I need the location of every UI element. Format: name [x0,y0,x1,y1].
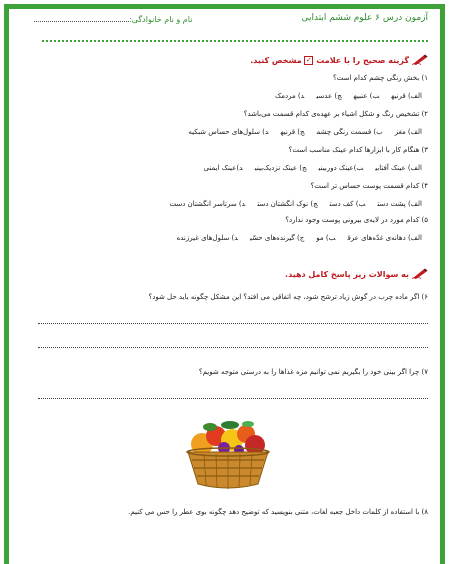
option[interactable]: ب) مو [316,234,336,242]
option[interactable]: د) سرتاسر انگشتان دست [169,200,246,208]
option[interactable]: ب)عینک دوربینی [318,164,364,172]
name-blank-line [34,21,129,22]
fruit-basket-image [182,418,274,494]
question-2: ۲) تشخیص رنگ و شکل اشیاء بر عهده‌ی کدام قسمت می‌باشد؟ [243,110,428,118]
option[interactable]: ب) کف دست [329,200,366,208]
question-4-options [157,200,422,208]
section1-heading-text-2: مشخص کنید. [250,56,302,65]
pen-icon [412,268,428,281]
option[interactable]: ج) قرنیه [280,128,305,136]
option[interactable]: د)عینک ایمنی [203,164,243,172]
option[interactable]: د) مردمک [274,92,305,100]
option[interactable]: الف) دهانه‌ی غدّه‌های عرق [347,234,422,242]
question-6: ۶) اگر ماده چرب در گوش زیاد ترشح شود، چه اتفاقی می افتد؟ این مشکل چگونه باید حل شود؟ [148,293,428,301]
question-4: ۴) کدام قسمت پوست حساس تر است؟ [310,182,428,190]
option[interactable]: ب) قسمت رنگی چشم [316,128,383,136]
question-5: ۵) کدام مورد در لایه‌ی بیرونی پوست وجود ندارد؟ [285,216,428,224]
question-5-options [165,234,422,242]
answer-line[interactable] [38,347,428,348]
section2-heading [285,268,428,281]
exam-title: آزمون درس ۶ علوم ششم ابتدایی [301,13,428,23]
exam-header [30,13,428,31]
question-1: ۱) بخش رنگی چشم کدام است؟ [333,74,428,82]
question-1-options [263,92,422,100]
checkbox-icon [304,56,313,65]
option[interactable]: د) سلول‌های غیرزنده [176,234,238,242]
student-name-field [30,15,192,24]
section1-heading [250,54,428,67]
section2-heading-text: به سوالات زیر پاسخ کامل دهید. [285,270,409,279]
answer-line[interactable] [38,398,428,399]
option[interactable]: ب) عنبیه [353,92,380,100]
option[interactable]: الف) قرنیه [391,92,422,100]
pen-icon [412,54,428,67]
option[interactable]: الف) عینک آفتابی [375,164,422,172]
option[interactable]: ج) عینک نزدیک‌بینی [254,164,307,172]
option[interactable]: د) سلول‌های حساس شبکیه [188,128,269,136]
check-glyph: ✓ [306,56,312,64]
option[interactable]: ج) نوک انگشتان دست [257,200,318,208]
option[interactable]: ج) عدسی [316,92,342,100]
question-3: ۳) هنگام کار با ابزارها کدام عینک مناسب است؟ [288,146,428,154]
option[interactable]: الف) مغز [394,128,422,136]
question-3-options [192,164,422,172]
answer-line[interactable] [38,323,428,324]
question-7: ۷) چرا اگر بینی خود را بگیریم نمی توانیم مزه غذاها را به درستی متوجه شویم؟ [198,368,428,376]
question-8: ۸) با استفاده از کلمات داخل جعبه لغات، متنی بنویسید که توضیح دهد چگونه بوی عطر را حس می کنیم. [128,508,428,516]
question-2-options [176,128,422,136]
option[interactable]: الف) پشت دست [377,200,422,208]
header-divider [42,40,428,42]
option[interactable]: ج) گیرنده‌های حسّی [249,234,305,242]
name-label: نام و نام خانوادگی: [129,15,193,24]
section1-heading-text: گزینه صحیح را با علامت [316,56,409,65]
